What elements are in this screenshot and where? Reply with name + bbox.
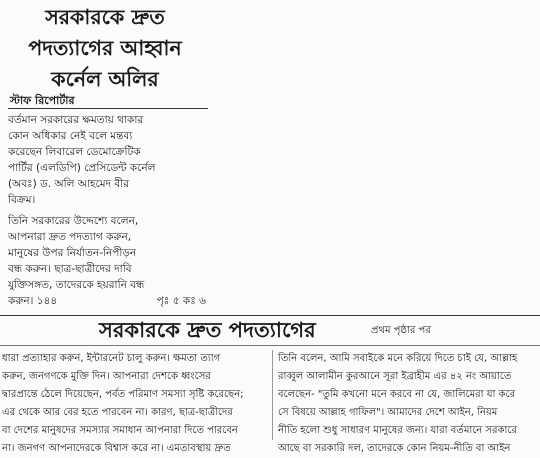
body-line: (অবঃ) ড. অলি আহমেদ বীর bbox=[8, 178, 130, 190]
body-line: মানুষের উপর নির্যাতন-নিপীড়ন bbox=[8, 247, 137, 259]
column-line: দ্বারপ্রান্তে ঠেলে দিয়েছেন, পর্বত পরিমাণ সমস্যা সৃষ্টি করেছেন; bbox=[2, 389, 244, 400]
column-line: রাব্বুল আলামীন কুরআনে সূরা ইব্রাহীম এর ৪২ নং আয়াতে bbox=[278, 371, 512, 382]
column-line: এর থেকে আর বের হতে পারবেন না। কারণ, ছাত্র-ছাত্রীদের bbox=[2, 407, 233, 418]
body-line-last: করুন। ১৪৪ bbox=[8, 295, 58, 307]
column-line: ধারা প্রত্যাহার করুন, ইন্টারনেট চালু করুন। ক্ষমতা ত্যাগ bbox=[2, 353, 221, 364]
page-jump: পৃঃ ৫ কঃ ৬ bbox=[156, 295, 206, 307]
article-headline bbox=[0, 2, 210, 95]
column-line: বা দেশের মানুষদের সমস্যার সমাধান আপনারা দিতে পারবেন bbox=[2, 425, 238, 436]
column-line: তিনি বলেন, আমি সবাইকে মনে করিয়ে দিতে চাই যে, আল্লাহ bbox=[278, 353, 518, 364]
continuation-header bbox=[0, 317, 540, 343]
byline-rule bbox=[8, 108, 208, 109]
column-line: করুন, জনগণকে মুক্তি দিন। আপনারা দেশকে ধ্বংসের bbox=[2, 371, 211, 382]
body-line: বর্তমান সরকারের ক্ষমতায় থাকার bbox=[8, 114, 144, 126]
column-line: আছে বা সরকারি দল, তাদেরকে কোন নিয়ম-নীতি বা আইন bbox=[278, 443, 511, 454]
column-line: বলেছেন- "তুমি কখনো মনে করবে না যে, জালিমেরা যা করে bbox=[278, 389, 516, 400]
continuation-headline: সরকারকে দ্রুত পদত্যাগের bbox=[99, 317, 316, 342]
body-line: করেছেন লিবারেল ডেমোক্রেটিক bbox=[8, 146, 141, 158]
body-line: কোন অধিকার নেই বলে মন্তব্য bbox=[8, 130, 133, 142]
section-top-rule bbox=[0, 315, 540, 316]
body-line: বন্ধ করুন। ছাত্র-ছাত্রীদের দাবি bbox=[8, 263, 132, 275]
body-line: যুক্তিসঙ্গত, তাদেরকে হয়রানি বন্ধ bbox=[8, 279, 145, 291]
headline-line-3: কর্নেল অলির bbox=[51, 67, 159, 91]
body-line: বিক্রম। bbox=[8, 194, 36, 206]
byline: স্টাফ রিপোর্টার bbox=[10, 94, 75, 107]
section-bottom-rule bbox=[0, 345, 540, 346]
continuation-label: প্রথম পৃষ্ঠার পর bbox=[371, 325, 431, 336]
headline-line-2: পদত্যাগের আহ্বান bbox=[28, 36, 182, 60]
column-line: সে বিষয়ে আল্লাহ গাফিল"। আমাদের দেশে আইন, নিয়ম bbox=[278, 407, 498, 418]
body-line: পার্টির (এলডিপি) প্রেসিডেন্ট কর্নেল bbox=[8, 162, 156, 174]
page-jump-line bbox=[8, 293, 206, 309]
column-line: না। জনগণ আপনাদেরকে বিশ্বাস করে না। এমতাবস্থায় দ্রুত bbox=[2, 443, 231, 454]
body-line: তিনি সরকারের উদ্দেশ্যে বলেন, bbox=[8, 215, 139, 227]
headline-line-1: সরকারকে দ্রুত bbox=[45, 5, 165, 29]
column-line: নীতি হলো শুধু সাধারণ মানুষের জন্য। যারা বর্তমানে সরকারে bbox=[278, 425, 517, 436]
body-line: আপনারা দ্রুত পদত্যাগ করুন, bbox=[8, 231, 132, 243]
column-divider bbox=[272, 350, 273, 440]
